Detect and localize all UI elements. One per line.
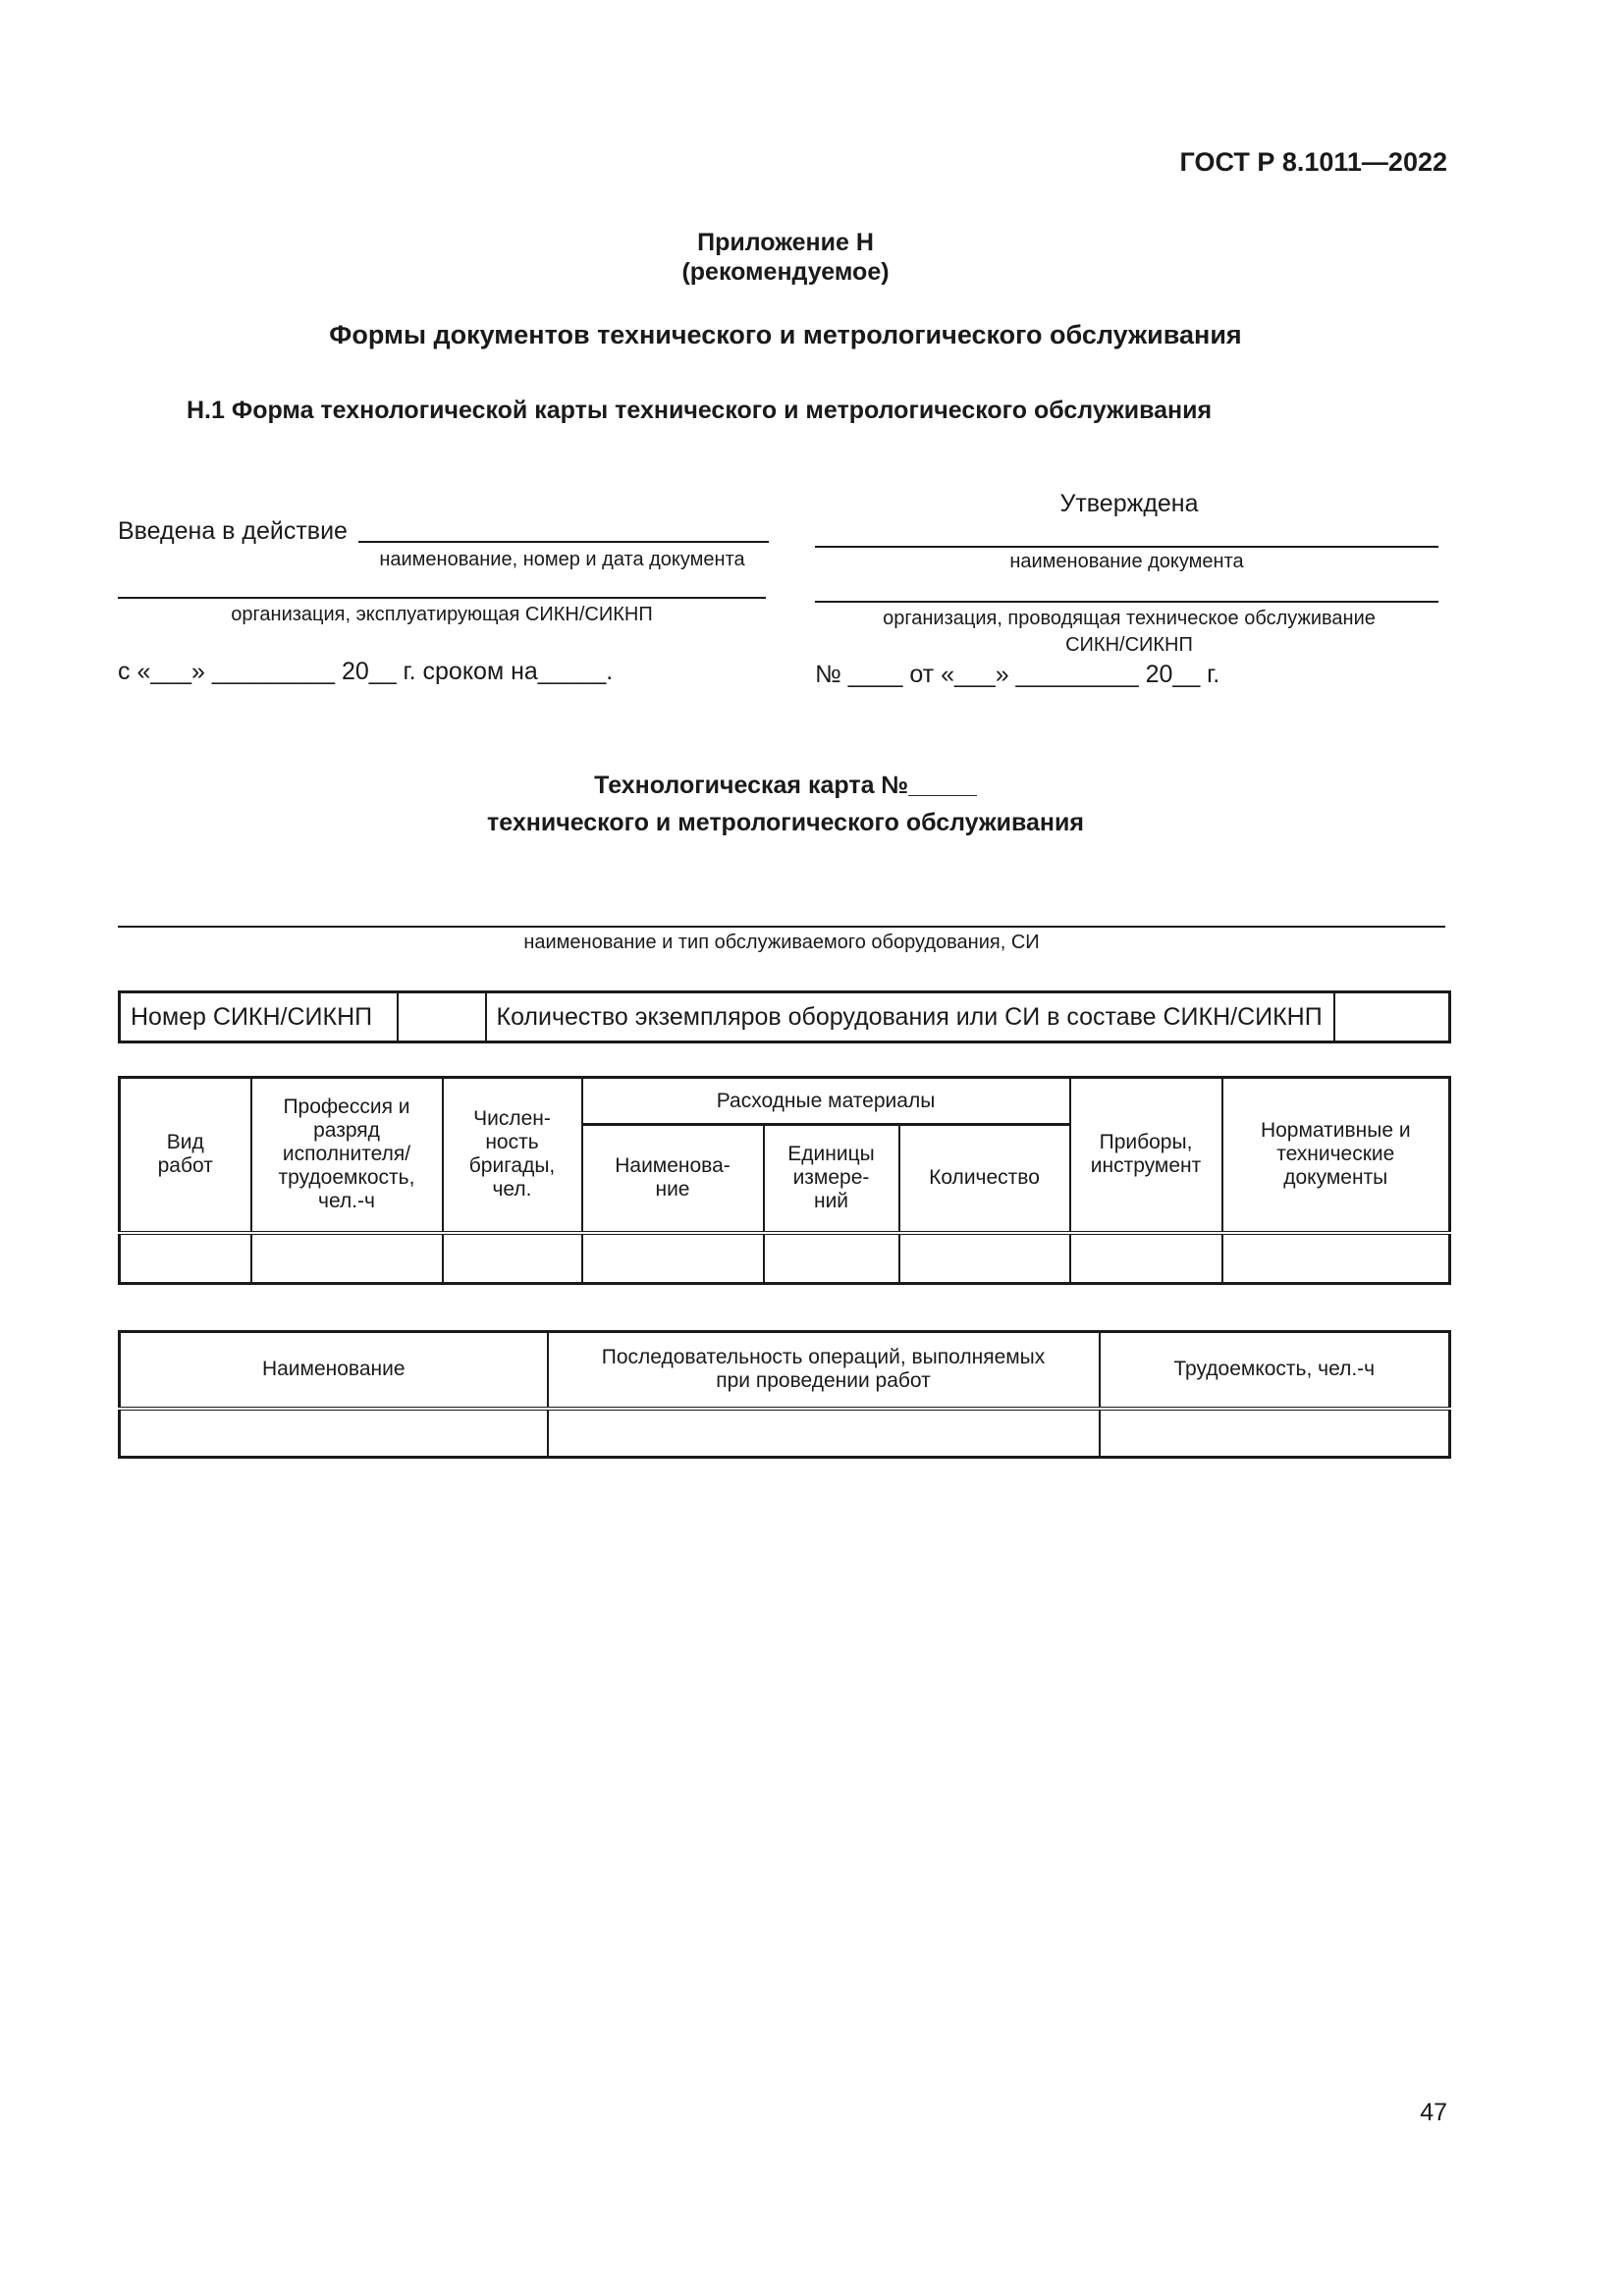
table-cell[interactable] bbox=[582, 1233, 764, 1284]
table-cell[interactable] bbox=[443, 1233, 582, 1284]
quantity-cell[interactable] bbox=[1334, 992, 1450, 1042]
card-subtitle: технического и метрологического обслуживания bbox=[487, 809, 1084, 836]
sikn-number-label: Номер СИКН/СИКНП bbox=[120, 992, 398, 1042]
sikn-info-table bbox=[118, 990, 1451, 1043]
introduced-label: Введена в действие bbox=[118, 517, 348, 545]
col-material-quantity: Количество bbox=[899, 1125, 1070, 1233]
page-number: 47 bbox=[1420, 2099, 1447, 2126]
appendix-title: Приложение Н bbox=[697, 229, 874, 256]
table-cell[interactable] bbox=[251, 1233, 443, 1284]
sikn-number-cell[interactable] bbox=[398, 992, 486, 1042]
table-cell[interactable] bbox=[899, 1233, 1070, 1284]
col-labor: Трудоемкость, чел.-ч bbox=[1100, 1332, 1450, 1409]
operations-table bbox=[118, 1330, 1451, 1459]
col-name: Наименование bbox=[120, 1332, 548, 1409]
col-operations: Последовательность операций, выполняемых при проведении работ bbox=[548, 1332, 1100, 1409]
operating-org-line[interactable] bbox=[118, 597, 766, 599]
introduced-caption: наименование, номер и дата документа bbox=[379, 549, 745, 570]
col-work-type: Вид работ bbox=[120, 1078, 251, 1233]
service-org-line[interactable] bbox=[815, 601, 1438, 603]
col-material-units: Единицы измере- ний bbox=[764, 1125, 899, 1233]
appendix-heading: Формы документов технического и метрологического обслуживания bbox=[329, 320, 1242, 349]
col-docs: Нормативные и технические документы bbox=[1222, 1078, 1450, 1233]
table-header-row bbox=[120, 1332, 1450, 1409]
col-crew-size: Числен- ность бригады, чел. bbox=[443, 1078, 582, 1233]
quantity-label: Количество экземпляров оборудования или СИ в составе СИКН/СИКНП bbox=[486, 992, 1334, 1042]
table-cell[interactable] bbox=[120, 1233, 251, 1284]
equipment-line[interactable] bbox=[118, 926, 1445, 928]
table-cell[interactable] bbox=[1222, 1233, 1450, 1284]
table-header-row bbox=[120, 1078, 1450, 1125]
appendix-status: (рекомендуемое) bbox=[681, 258, 890, 286]
col-material-name: Наименова- ние bbox=[582, 1125, 764, 1233]
service-org-caption-2: СИКН/СИКНП bbox=[1065, 634, 1193, 656]
equipment-caption: наименование и тип обслуживаемого оборудования, СИ bbox=[523, 932, 1040, 953]
col-instruments: Приборы, инструмент bbox=[1070, 1078, 1222, 1233]
col-profession: Профессия и разряд исполнителя/ трудоемкость, чел.-ч bbox=[251, 1078, 443, 1233]
col-group-materials: Расходные материалы bbox=[582, 1078, 1070, 1125]
operating-org-caption: организация, эксплуатирующая СИКН/СИКНП bbox=[231, 604, 653, 625]
approved-label: Утверждена bbox=[1059, 490, 1199, 517]
approval-number: № ____ от «___» _________ 20__ г. bbox=[815, 661, 1220, 688]
table-cell[interactable] bbox=[548, 1409, 1100, 1458]
table-row bbox=[120, 1409, 1450, 1458]
standard-designation: ГОСТ Р 8.1011—2022 bbox=[1179, 147, 1447, 177]
works-table bbox=[118, 1076, 1451, 1285]
table-row bbox=[120, 1233, 1450, 1284]
service-org-caption-1: организация, проводящая техническое обслуживание bbox=[883, 608, 1376, 629]
card-title: Технологическая карта №_____ bbox=[594, 772, 977, 799]
table-row bbox=[120, 992, 1450, 1042]
table-cell[interactable] bbox=[1100, 1409, 1450, 1458]
validity-period: с «___» _________ 20__ г. сроком на_____. bbox=[118, 658, 614, 685]
table-cell[interactable] bbox=[764, 1233, 899, 1284]
introduced-line[interactable] bbox=[358, 541, 769, 543]
appendix-subheading: Н.1 Форма технологической карты технического и метрологического обслуживания bbox=[187, 397, 1213, 424]
approval-doc-caption: наименование документа bbox=[1009, 551, 1244, 572]
table-cell[interactable] bbox=[120, 1409, 548, 1458]
approval-doc-line[interactable] bbox=[815, 546, 1438, 548]
table-cell[interactable] bbox=[1070, 1233, 1222, 1284]
